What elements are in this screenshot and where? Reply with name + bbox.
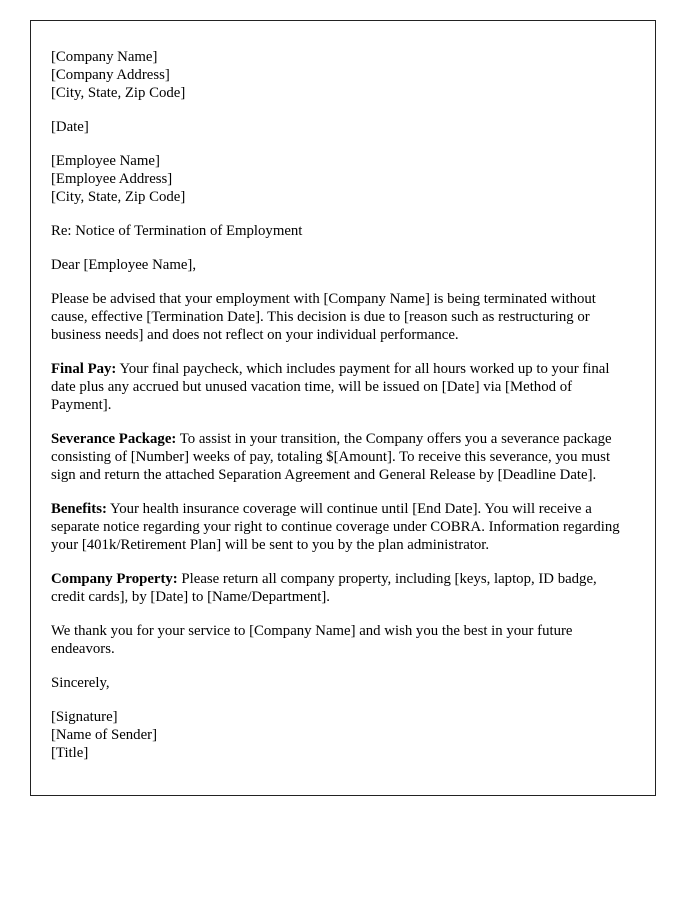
paragraph-severance xyxy=(51,430,629,484)
sender-block xyxy=(51,48,629,102)
paragraph-intro-text: Please be advised that your employment with [Company Name] is being terminated without cause, effective [Termination Date]. This decision is due to [reason such as restructuring or business needs] and does not reflect on your individual performance. xyxy=(51,291,596,343)
sender-company-name: [Company Name] xyxy=(51,49,158,65)
paragraph-company-property xyxy=(51,570,629,606)
signature-placeholder: [Signature] xyxy=(51,709,118,725)
paragraph-company-property-lead: Company Property: xyxy=(51,571,178,587)
recipient-employee-name: [Employee Name] xyxy=(51,153,160,169)
subject-line: Re: Notice of Termination of Employment xyxy=(51,223,303,239)
paragraph-severance-lead: Severance Package: xyxy=(51,431,177,447)
paragraph-severance-text: To assist in your transition, the Company offers you a severance package consisting of [Number] weeks of pay, totaling $[Amount]. To receive this severance, you must sign and return the attached Separation Agreement and General Release by [Deadline Date]. xyxy=(51,431,612,483)
paragraph-thanks-text: We thank you for your service to [Company Name] and wish you the best in your future endeavors. xyxy=(51,623,573,657)
sender-company-address: [Company Address] xyxy=(51,67,170,83)
sender-title-placeholder: [Title] xyxy=(51,745,89,761)
recipient-city-state-zip: [City, State, Zip Code] xyxy=(51,189,186,205)
salutation: Dear [Employee Name], xyxy=(51,257,197,273)
paragraph-company-property-text: Please return all company property, including [keys, laptop, ID badge, credit cards], by [Date] to [Name/Department]. xyxy=(51,571,597,605)
signature-block xyxy=(51,708,629,762)
paragraph-final-pay xyxy=(51,360,629,414)
paragraph-final-pay-lead: Final Pay: xyxy=(51,361,117,377)
paragraph-thanks xyxy=(51,622,629,658)
termination-letter-page xyxy=(30,20,656,796)
paragraph-benefits-text: Your health insurance coverage will continue until [End Date]. You will receive a separate notice regarding your right to continue coverage under COBRA. Information regarding your [401k/Retirement Plan] will be sent to you by the plan administrator. xyxy=(51,501,620,553)
paragraph-benefits-lead: Benefits: xyxy=(51,501,107,517)
recipient-employee-address: [Employee Address] xyxy=(51,171,173,187)
date-line: [Date] xyxy=(51,119,89,135)
sender-name-placeholder: [Name of Sender] xyxy=(51,727,157,743)
closing: Sincerely, xyxy=(51,675,110,691)
paragraph-final-pay-text: Your final paycheck, which includes payment for all hours worked up to your final date plus any accrued but unused vacation time, will be issued on [Date] via [Method of Payment]. xyxy=(51,361,610,413)
sender-city-state-zip: [City, State, Zip Code] xyxy=(51,85,186,101)
recipient-block xyxy=(51,152,629,206)
paragraph-benefits xyxy=(51,500,629,554)
paragraph-intro xyxy=(51,290,629,344)
